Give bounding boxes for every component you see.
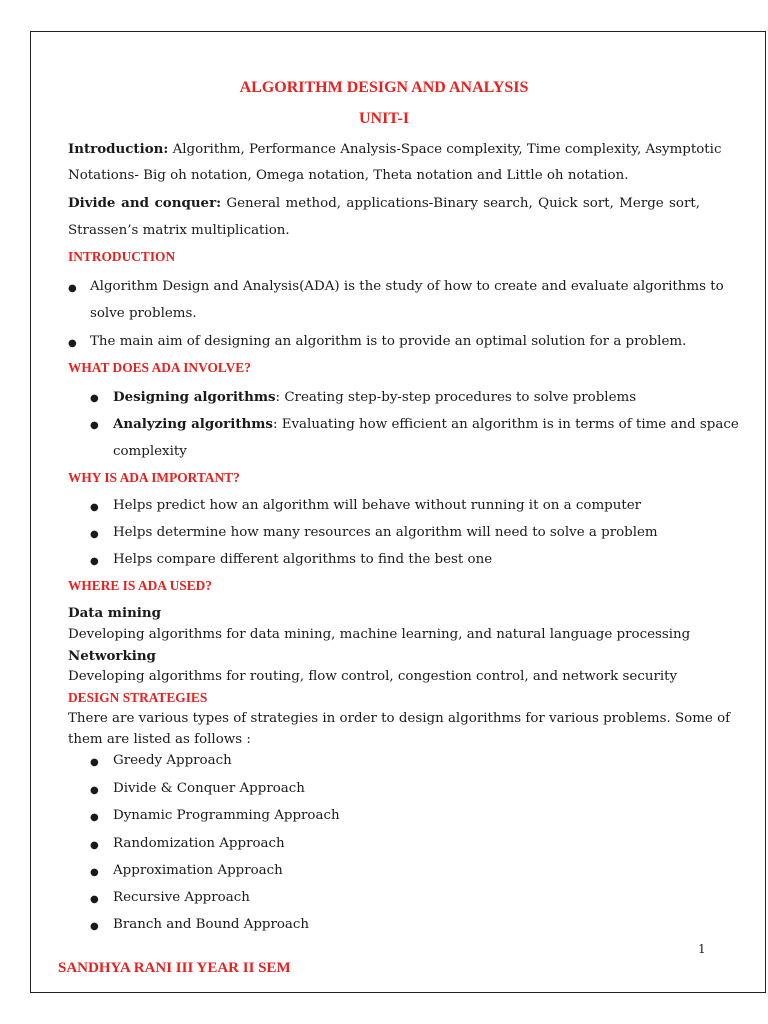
networking-text: Developing algorithms for routing, flow control, congestion control, and network security: [68, 669, 678, 684]
list-item-continuation: solve problems.: [90, 306, 197, 321]
bullet-icon: ●: [90, 529, 99, 540]
list-item: ● Helps predict how an algorithm will behave without running it on a computer: [90, 498, 642, 513]
list-item: ● Randomization Approach: [90, 836, 285, 851]
data-mining-label: Data mining: [68, 605, 161, 621]
list-item: ● Recursive Approach: [90, 890, 250, 905]
list-item-continuation: complexity: [113, 444, 187, 459]
strategies-intro-line2: them are listed as follows :: [68, 732, 251, 747]
networking-label: Networking: [68, 648, 156, 664]
list-item: ● Dynamic Programming Approach: [90, 808, 340, 823]
bullet-icon: ●: [90, 393, 99, 404]
dc-text: General method, applications-Binary search, Quick sort, Merge sort,: [221, 196, 700, 211]
bullet-icon: ●: [90, 502, 99, 513]
bullet-icon: ●: [90, 812, 99, 823]
list-item: ● Designing algorithms: Creating step-by-step procedures to solve problems: [90, 389, 637, 405]
syllabus-dc-line1: [68, 195, 700, 211]
bullet-icon: ●: [90, 785, 99, 796]
data-mining-text: Developing algorithms for data mining, machine learning, and natural language processing: [68, 627, 691, 642]
bullet-icon: ●: [90, 757, 99, 768]
list-item: ● Analyzing algorithms: Evaluating how efficient an algorithm is in terms of time and space: [90, 416, 739, 432]
syllabus-dc-line2: Strassen’s matrix multiplication.: [68, 223, 290, 238]
footer-author: SANDHYA RANI III YEAR II SEM: [58, 960, 291, 976]
introduction-heading: INTRODUCTION: [68, 249, 176, 264]
bullet-icon: ●: [90, 420, 99, 431]
involve-heading: WHAT DOES ADA INVOLVE?: [68, 360, 251, 375]
bullet-icon: ●: [90, 894, 99, 905]
document-title: ALGORITHM DESIGN AND ANALYSIS: [239, 79, 529, 96]
syllabus-intro-line2: Notations- Big oh notation, Omega notation, Theta notation and Little oh notation.: [68, 168, 629, 183]
strategies-intro-line1: There are various types of strategies in order to design algorithms for various problems. Some of: [68, 711, 731, 726]
bullet-icon: ●: [68, 283, 77, 294]
syllabus-intro-line1: [68, 141, 721, 157]
strategies-heading: DESIGN STRATEGIES: [68, 690, 208, 705]
list-item: ● Helps compare different algorithms to find the best one: [90, 552, 493, 567]
bullet-icon: ●: [90, 840, 99, 851]
list-item: ● Algorithm Design and Analysis(ADA) is the study of how to create and evaluate algorithms to: [68, 279, 724, 294]
bullet-icon: ●: [90, 556, 99, 567]
bullet-icon: ●: [68, 338, 77, 349]
list-item: ● Greedy Approach: [90, 753, 232, 768]
list-item: ● The main aim of designing an algorithm is to provide an optimal solution for a problem.: [68, 334, 687, 349]
bullet-icon: ●: [90, 921, 99, 932]
used-heading: WHERE IS ADA USED?: [68, 578, 212, 593]
bullet-icon: ●: [90, 867, 99, 878]
intro-text: Algorithm, Performance Analysis-Space complexity, Time complexity, Asymptotic: [168, 142, 722, 157]
list-item: ● Divide & Conquer Approach: [90, 781, 305, 796]
intro-label: Introduction:: [68, 141, 169, 157]
list-item: ● Branch and Bound Approach: [90, 917, 310, 932]
page-number: 1: [698, 942, 706, 956]
list-item: ● Helps determine how many resources an algorithm will need to solve a problem: [90, 525, 658, 540]
important-heading: WHY IS ADA IMPORTANT?: [68, 470, 240, 485]
dc-label: Divide and conquer:: [68, 195, 222, 211]
unit-heading: UNIT-I: [358, 110, 410, 127]
list-item: ● Approximation Approach: [90, 863, 283, 878]
